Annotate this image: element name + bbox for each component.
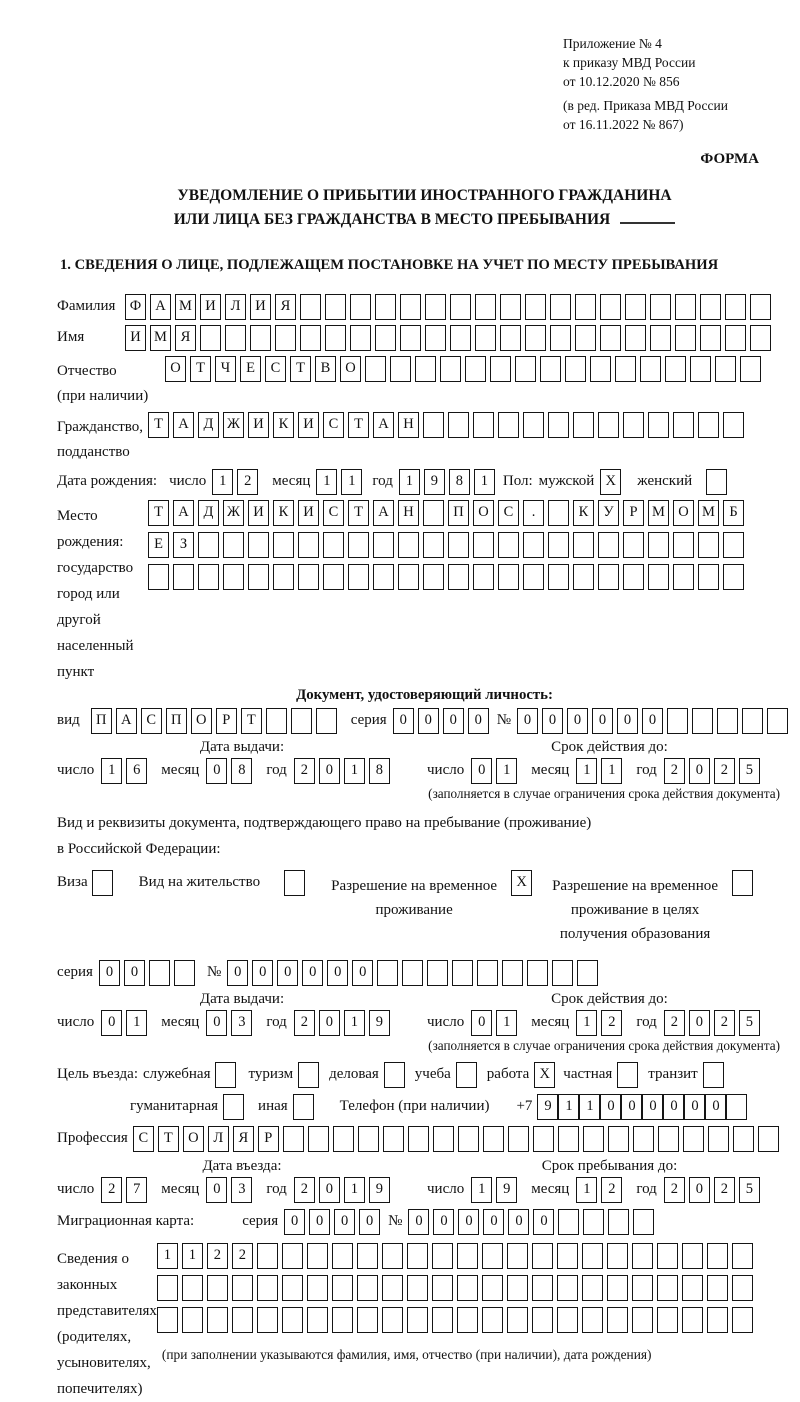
- permit-valid-year-boxes[interactable]: 2 0 2 5: [664, 1010, 764, 1036]
- purpose-other-checkbox[interactable]: [293, 1094, 314, 1120]
- representatives-boxes-block: [157, 1243, 757, 1363]
- residence-permit-checkbox[interactable]: [284, 870, 305, 896]
- page-title: [57, 184, 792, 232]
- stay-month-boxes[interactable]: 1 2: [576, 1177, 626, 1203]
- birthplace-row1-boxes[interactable]: Т А Д Ж И К И С Т А Н П О С . К У Р М О М Б: [148, 500, 748, 526]
- surname-label: Фамилия: [57, 298, 116, 314]
- residence-doc-intro1: Вид и реквизиты документа, подтверждающего право на пребывание (проживание): [57, 815, 592, 831]
- mc-number-sign: №: [388, 1213, 403, 1229]
- title-underline: [620, 210, 675, 224]
- section1-heading: 1. СВЕДЕНИЯ О ЛИЦЕ, ПОДЛЕЖАЩЕМ ПОСТАНОВКЕ НА УЧЕТ ПО МЕСТУ ПРЕБЫВАНИЯ: [60, 257, 719, 273]
- purpose-label: Цель въезда:: [57, 1066, 138, 1082]
- temp-residence-option: Разрешение на временное проживание X: [331, 870, 536, 922]
- purpose-humanitarian-checkbox[interactable]: [223, 1094, 244, 1120]
- purpose-row: Цель въезда: служебная туризм деловая учеба работа X частная транзит: [57, 1062, 792, 1088]
- appendix-line: от 10.12.2020 № 856: [563, 74, 680, 89]
- purpose-commercial-checkbox[interactable]: [384, 1062, 405, 1088]
- purpose-transit-checkbox[interactable]: [703, 1062, 724, 1088]
- permit-series-label: серия: [57, 964, 93, 980]
- citizenship-boxes[interactable]: Т А Д Ж И К И С Т А Н: [148, 412, 748, 438]
- permit-issue-month-boxes[interactable]: 0 3: [206, 1010, 256, 1036]
- doc-issue-year-boxes[interactable]: 2 0 1 8: [294, 758, 394, 784]
- purpose-study-checkbox[interactable]: [456, 1062, 477, 1088]
- birth-year-boxes[interactable]: 1 9 8 1: [399, 469, 499, 495]
- birthdate-label: Дата рождения:: [57, 473, 158, 489]
- title-line1: УВЕДОМЛЕНИЕ О ПРИБЫТИИ ИНОСТРАННОГО ГРАЖДАНИНА: [177, 187, 672, 204]
- permit-issue-heading: Дата выдачи:: [199, 991, 285, 1007]
- doc-number-boxes[interactable]: 0 0 0 0 0 0: [517, 708, 792, 734]
- doc-valid-day-boxes[interactable]: 0 1: [471, 758, 521, 784]
- temp-residence-checkbox[interactable]: X: [511, 870, 532, 896]
- permit-valid-date: число 0 1 месяц 1 2 год 2 0 2 5: [427, 1010, 774, 1036]
- permit-validity-note: (заполняется в случае ограничения срока действия документа): [428, 1038, 780, 1053]
- permit-issue-date: число 0 1 месяц 0 3 год 2 0 1 9: [57, 1010, 427, 1036]
- doc-series-boxes[interactable]: 0 0 0 0: [393, 708, 493, 734]
- birth-month-boxes[interactable]: 1 1: [316, 469, 366, 495]
- permit-valid-month-boxes[interactable]: 1 2: [576, 1010, 626, 1036]
- birthplace-row2-boxes[interactable]: Е З: [148, 532, 748, 558]
- permit-number-sign: №: [206, 964, 222, 980]
- doc-valid-year-boxes[interactable]: 2 0 2 5: [664, 758, 764, 784]
- permit-series-boxes[interactable]: 0 0: [99, 960, 199, 986]
- purpose-business-checkbox[interactable]: [215, 1062, 236, 1088]
- stay-day-boxes[interactable]: 1 9: [471, 1177, 521, 1203]
- permit-issue-year-boxes[interactable]: 2 0 1 9: [294, 1010, 394, 1036]
- series-label: серия: [350, 712, 387, 728]
- female-checkbox[interactable]: [706, 469, 727, 495]
- phone-label: Телефон (при наличии): [339, 1098, 490, 1114]
- profession-boxes[interactable]: С Т О Л Я Р: [133, 1126, 783, 1152]
- name-label: Имя: [57, 329, 85, 345]
- purpose-tourism-checkbox[interactable]: [298, 1062, 319, 1088]
- birthplace-label: Место рождения: государство город или другой населенный пункт: [57, 508, 134, 680]
- month-label: месяц: [272, 473, 311, 489]
- stay-until-heading: Срок пребывания до:: [541, 1158, 678, 1174]
- doc-issue-day-boxes[interactable]: 1 6: [101, 758, 151, 784]
- valid-until-heading: Срок действия до:: [551, 739, 668, 755]
- phone-boxes[interactable]: 9 1 1 0 0 0 0 0 0: [537, 1094, 747, 1120]
- entry-month-boxes[interactable]: 0 3: [206, 1177, 256, 1203]
- birthplace-row3-boxes[interactable]: [148, 564, 748, 590]
- female-label: женский: [637, 473, 693, 489]
- permit-valid-day-boxes[interactable]: 0 1: [471, 1010, 521, 1036]
- purpose-private-checkbox[interactable]: [617, 1062, 638, 1088]
- residence-doc-intro2: в Российской Федерации:: [57, 841, 221, 857]
- entry-day-boxes[interactable]: 2 7: [101, 1177, 151, 1203]
- representatives-row2-boxes[interactable]: [157, 1275, 757, 1301]
- entry-year-boxes[interactable]: 2 0 1 9: [294, 1177, 394, 1203]
- purpose-work-checkbox[interactable]: X: [534, 1062, 555, 1088]
- temp-residence-edu-option: Разрешение на временное проживание в целях получения образования: [552, 870, 757, 946]
- appendix-line: к приказу МВД России: [563, 55, 696, 70]
- residence-permit-option: Вид на жительство: [139, 870, 309, 896]
- sex-label: Пол:: [502, 473, 533, 489]
- citizenship-label: Гражданство, подданство: [57, 419, 144, 460]
- patronymic-boxes[interactable]: О Т Ч Е С Т В О: [165, 356, 765, 382]
- validity-note: (заполняется в случае ограничения срока действия документа): [428, 786, 780, 801]
- representatives-row1-boxes[interactable]: 1 1 2 2: [157, 1243, 757, 1269]
- male-checkbox[interactable]: X: [600, 469, 621, 495]
- edition-line: (в ред. Приказа МВД России: [563, 98, 728, 113]
- entry-date-heading: Дата въезда:: [202, 1158, 282, 1174]
- visa-option: Виза: [57, 870, 117, 896]
- doc-kind-label: вид: [57, 712, 80, 728]
- permit-valid-heading: Срок действия до:: [551, 991, 668, 1007]
- edition-line: от 16.11.2022 № 867): [563, 117, 684, 132]
- doc-issue-date: число 1 6 месяц 0 8 год 2 0 1 8: [57, 758, 427, 784]
- patronymic-label: Отчество (при наличии): [57, 363, 149, 404]
- doc-kind-boxes[interactable]: П А С П О Р Т: [91, 708, 341, 734]
- number-sign: №: [496, 712, 511, 728]
- year-label: год: [372, 473, 393, 489]
- appendix-block: [563, 34, 792, 134]
- mc-series-boxes[interactable]: 0 0 0 0: [284, 1209, 384, 1235]
- name-boxes[interactable]: И М Я: [125, 325, 775, 351]
- form-label: ФОРМА: [700, 151, 759, 167]
- visa-checkbox[interactable]: [92, 870, 113, 896]
- appendix-line: Приложение № 4: [563, 36, 662, 51]
- permit-number-boxes[interactable]: 0 0 0 0 0 0: [227, 960, 602, 986]
- permit-issue-day-boxes[interactable]: 0 1: [101, 1010, 151, 1036]
- temp-residence-edu-checkbox[interactable]: [732, 870, 753, 896]
- migration-card-label: Миграционная карта:: [57, 1213, 195, 1229]
- representatives-footnote: (при заполнении указываются фамилия, имя, отчество (при наличии), дата рождения): [161, 1347, 652, 1362]
- doc-valid-month-boxes[interactable]: 1 1: [576, 758, 626, 784]
- issue-date-heading: Дата выдачи:: [199, 739, 285, 755]
- day-label: число: [169, 473, 207, 489]
- purpose-row2: гуманитарная иная Телефон (при наличии) +7 9 1 1 0 0 0 0 0 0: [57, 1094, 792, 1120]
- birthplace-boxes-block: [148, 500, 748, 596]
- male-label: мужской: [538, 473, 595, 489]
- stay-until-date: число 1 9 месяц 1 2 год 2 0 2 5: [427, 1177, 774, 1203]
- doc-valid-date: число 0 1 месяц 1 1 год 2 0 2 5: [427, 758, 774, 784]
- representatives-row3-boxes[interactable]: [157, 1307, 757, 1333]
- title-line2: ИЛИ ЛИЦА БЕЗ ГРАЖДАНСТВА В МЕСТО ПРЕБЫВАНИЯ: [57, 208, 792, 232]
- phone-prefix: +7: [516, 1098, 533, 1114]
- entry-date: число 2 7 месяц 0 3 год 2 0 1 9: [57, 1177, 427, 1203]
- stay-year-boxes[interactable]: 2 0 2 5: [664, 1177, 764, 1203]
- profession-label: Профессия: [57, 1130, 128, 1146]
- doc-issue-month-boxes[interactable]: 0 8: [206, 758, 256, 784]
- representatives-label: Сведения о законных представителях (родителях, усыновителях, попечителях): [57, 1251, 157, 1397]
- identity-doc-heading: Документ, удостоверяющий личность:: [296, 687, 553, 703]
- birth-day-boxes[interactable]: 1 2: [212, 469, 262, 495]
- mc-series-label: серия: [242, 1213, 279, 1229]
- mc-number-boxes[interactable]: 0 0 0 0 0 0: [408, 1209, 658, 1235]
- surname-boxes[interactable]: Ф А М И Л И Я: [125, 294, 775, 320]
